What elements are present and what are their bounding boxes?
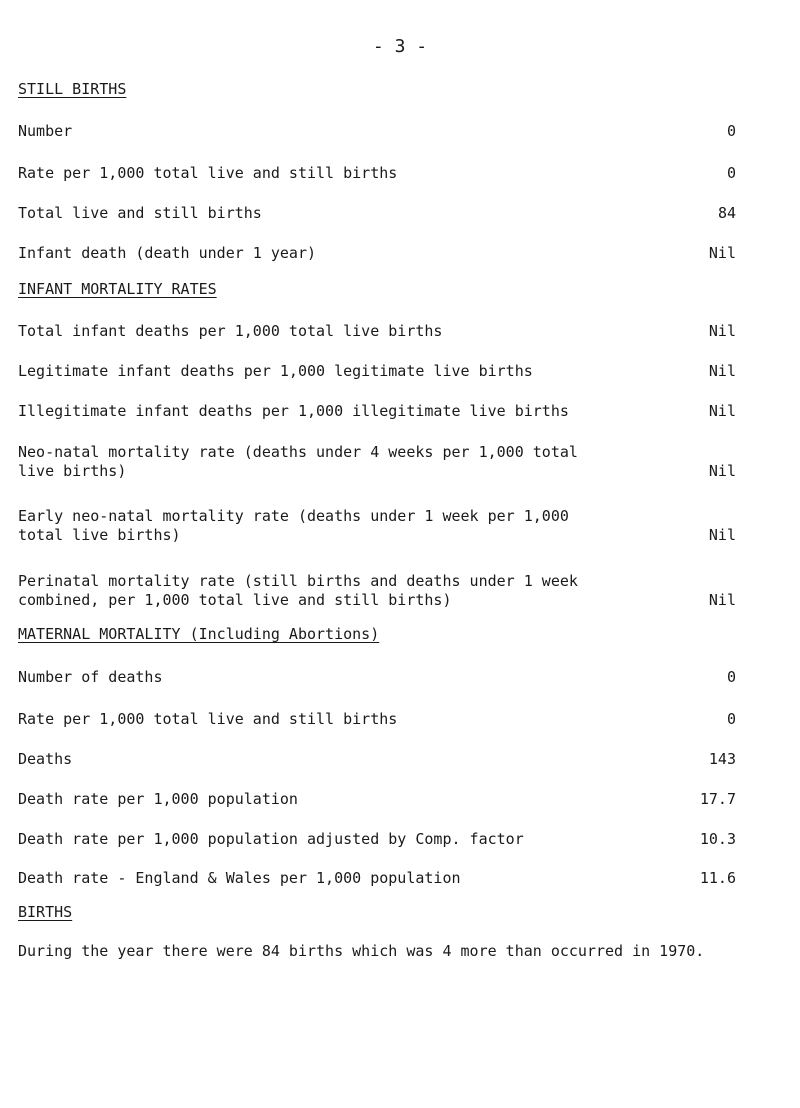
row-value: Nil: [708, 244, 736, 262]
row-label: Total infant deaths per 1,000 total live births: [18, 322, 443, 340]
row-value: Nil: [708, 526, 736, 544]
page-number: - 3 -: [372, 36, 428, 57]
row-value: 84: [717, 204, 736, 222]
row-value: 143: [708, 750, 736, 768]
row-legitimate-infant-deaths: [18, 362, 736, 381]
row-death-rate-adjusted: [18, 830, 736, 849]
row-value: Nil: [708, 362, 736, 380]
row-value: Nil: [708, 462, 736, 480]
row-still-birth-rate: [18, 164, 736, 183]
row-value: 0: [726, 668, 736, 686]
row-number-of-deaths: [18, 668, 736, 687]
row-deaths: [18, 750, 736, 769]
row-label: Deaths: [18, 750, 73, 768]
row-value: 17.7: [699, 790, 736, 808]
row-early-neo-natal-mortality: [18, 507, 736, 545]
row-label: Death rate per 1,000 population adjusted by Comp. factor: [18, 830, 524, 848]
row-value: 0: [726, 122, 736, 140]
row-label: Number: [18, 122, 73, 140]
row-value: 11.6: [699, 869, 736, 887]
heading-births: BIRTHS: [18, 903, 73, 921]
row-label: Rate per 1,000 total live and still births: [18, 710, 398, 728]
row-death-rate-england-wales: [18, 869, 736, 888]
row-label: Perinatal mortality rate (still births and deaths under 1 week combined, per 1,000 total live and still births): [18, 572, 578, 609]
row-label: Rate per 1,000 total live and still births: [18, 164, 398, 182]
row-label: Illegitimate infant deaths per 1,000 illegitimate live births: [18, 402, 569, 420]
row-still-birth-number: [18, 122, 736, 141]
row-perinatal-mortality: [18, 572, 736, 610]
row-label: Death rate - England & Wales per 1,000 population: [18, 869, 461, 887]
row-label: Legitimate infant deaths per 1,000 legitimate live births: [18, 362, 533, 380]
row-value: Nil: [708, 322, 736, 340]
row-illegitimate-infant-deaths: [18, 402, 736, 421]
row-label: Early neo-natal mortality rate (deaths under 1 week per 1,000 total live births): [18, 507, 569, 544]
row-total-live-still-births: [18, 204, 736, 223]
heading-infant-mortality-rates: INFANT MORTALITY RATES: [18, 280, 217, 298]
row-label: Total live and still births: [18, 204, 262, 222]
row-value: 0: [726, 164, 736, 182]
births-paragraph: During the year there were 84 births which was 4 more than occurred in 1970.: [18, 942, 705, 960]
row-value: 0: [726, 710, 736, 728]
row-maternal-rate: [18, 710, 736, 729]
row-label: Number of deaths: [18, 668, 163, 686]
row-neo-natal-mortality: [18, 443, 736, 481]
heading-still-births: STILL BIRTHS: [18, 80, 127, 98]
row-value: 10.3: [699, 830, 736, 848]
heading-maternal-mortality: MATERNAL MORTALITY (Including Abortions): [18, 625, 380, 643]
row-label: Neo-natal mortality rate (deaths under 4 weeks per 1,000 total live births): [18, 443, 578, 480]
row-label: Death rate per 1,000 population: [18, 790, 298, 808]
row-infant-death: [18, 244, 736, 263]
row-total-infant-deaths: [18, 322, 736, 341]
row-value: Nil: [708, 402, 736, 420]
row-label: Infant death (death under 1 year): [18, 244, 317, 262]
row-death-rate: [18, 790, 736, 809]
row-value: Nil: [708, 591, 736, 609]
